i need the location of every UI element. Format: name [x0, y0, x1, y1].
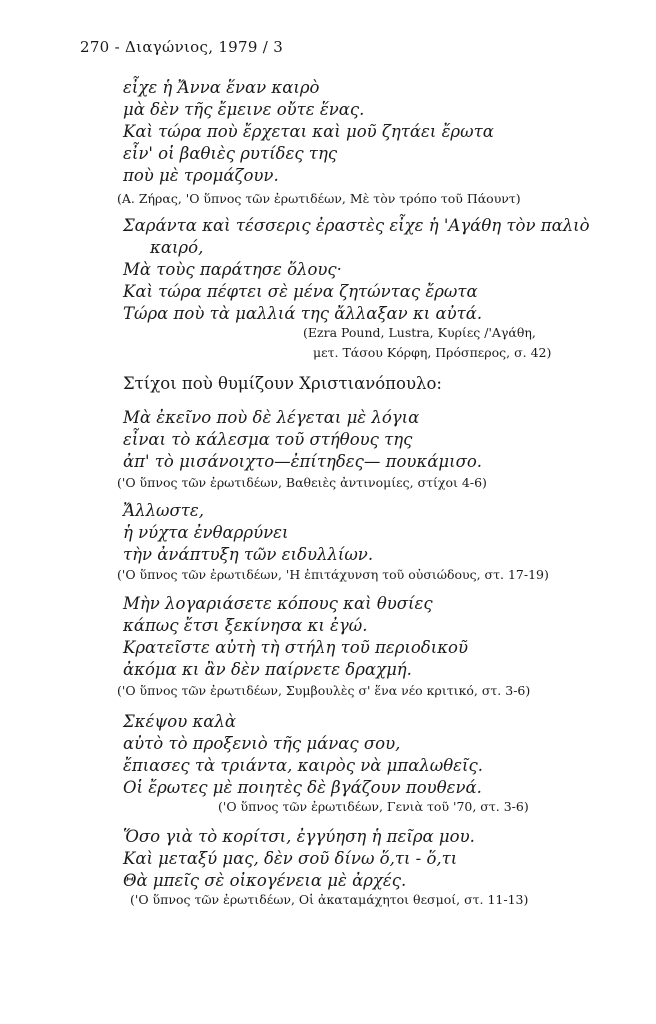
- poem-line: Κρατεῖστε αὐτὴ τὴ στήλη τοῦ περιοδικοῦ: [123, 638, 468, 657]
- poem-line: ἡ νύχτα ἐνθαρρύνει: [123, 523, 289, 542]
- citation: μετ. Τάσου Κόρφη, Πρόσπερος, σ. 42): [313, 345, 552, 360]
- poem-line: μὰ δὲν τῆς ἔμεινε οὔτε ἕνας.: [123, 100, 365, 119]
- citation: ('Ο ὕπνος τῶν ἐρωτιδέων, 'Η ἐπιτάχυνση τοῦ οὐσιώδους, στ. 17-19): [117, 567, 549, 582]
- poem-line: εἶν' οἱ βαθιὲς ρυτίδες της: [123, 144, 338, 163]
- poem-line: ποὺ μὲ τρομάζουν.: [123, 166, 279, 185]
- poem-line: ἔπιασες τὰ τριάντα, καιρὸς νὰ μπαλωθεῖς.: [123, 756, 483, 775]
- section-heading: Στίχοι ποὺ θυμίζουν Χριστιανόπουλο:: [123, 374, 442, 393]
- poem-line: εἶχε ἡ Ἄννα ἕναν καιρὸ: [123, 78, 320, 97]
- poem-line: κάπως ἔτσι ξεκίνησα κι ἐγώ.: [123, 616, 368, 635]
- poem-line: ἀκόμα κι ἂν δὲν παίρνετε δραχμή.: [123, 660, 412, 679]
- poem-line: Σκέψου καλὰ: [123, 712, 237, 731]
- citation: (Ezra Pound, Lustra, Κυρίες /'Αγάθη,: [303, 325, 536, 340]
- poem-line: εἶναι τὸ κάλεσμα τοῦ στήθους της: [123, 430, 413, 449]
- poem-line: Μὰ τοὺς παράτησε ὅλους·: [123, 260, 342, 279]
- citation: ('Ο ὕπνος τῶν ἐρωτιδέων, Βαθειὲς ἀντινομίες, στίχοι 4-6): [117, 475, 487, 490]
- citation: ('Ο ὕπνος τῶν ἐρωτιδέων, Γενιὰ τοῦ '70, στ. 3-6): [218, 799, 529, 814]
- poem-line: Ὅσο γιὰ τὸ κορίτσι, ἐγγύηση ἡ πεῖρα μου.: [123, 827, 475, 846]
- poem-line: Οἱ ἔρωτες μὲ ποιητὲς δὲ βγάζουν πουθενά.: [123, 778, 482, 797]
- citation: ('Ο ὕπνος τῶν ἐρωτιδέων, Συμβουλὲς σ' ἕνα νέο κριτικό, στ. 3-6): [117, 683, 531, 698]
- running-header: 270 - Διαγώνιος, 1979 / 3: [80, 38, 284, 56]
- poem-line: Θὰ μπεῖς σὲ οἰκογένεια μὲ ἀρχές.: [123, 871, 407, 890]
- poem-line: Ἄλλωστε,: [123, 501, 204, 520]
- citation: ('Ο ὕπνος τῶν ἐρωτιδέων, Οἱ ἀκαταμάχητοι θεσμοί, στ. 11-13): [130, 892, 529, 907]
- poem-line: Σαράντα καὶ τέσσερις ἐραστὲς εἶχε ἡ 'Αγάθη τὸν παλιὸ: [123, 216, 590, 235]
- poem-line: Τώρα ποὺ τὰ μαλλιά της ἄλλαξαν κι αὐτά.: [123, 304, 483, 323]
- poem-line: Μὰ ἐκεῖνο ποὺ δὲ λέγεται μὲ λόγια: [123, 408, 420, 427]
- poem-line: καιρό,: [150, 238, 204, 257]
- poem-line: τὴν ἀνάπτυξη τῶν ειδυλλίων.: [123, 545, 374, 564]
- poem-line: Καὶ τώρα πέφτει σὲ μένα ζητώντας ἔρωτα: [123, 282, 478, 301]
- poem-line: ἀπ' τὸ μισάνοιχτο—ἐπίτηδες— πουκάμισο.: [123, 452, 483, 471]
- poem-line: Μὴν λογαριάσετε κόπους καὶ θυσίες: [123, 594, 433, 613]
- poem-line: Καὶ μεταξύ μας, δὲν σοῦ δίνω ὅ,τι - ὅ,τι: [123, 849, 458, 868]
- poem-line: Καὶ τώρα ποὺ ἔρχεται καὶ μοῦ ζητάει ἔρωτα: [123, 122, 494, 141]
- citation: (Α. Ζήρας, 'Ο ὕπνος τῶν ἐρωτιδέων, Μὲ τὸν τρόπο τοῦ Πάουντ): [117, 191, 521, 206]
- poem-line: αὐτὸ τὸ προξενιὸ τῆς μάνας σου,: [123, 734, 401, 753]
